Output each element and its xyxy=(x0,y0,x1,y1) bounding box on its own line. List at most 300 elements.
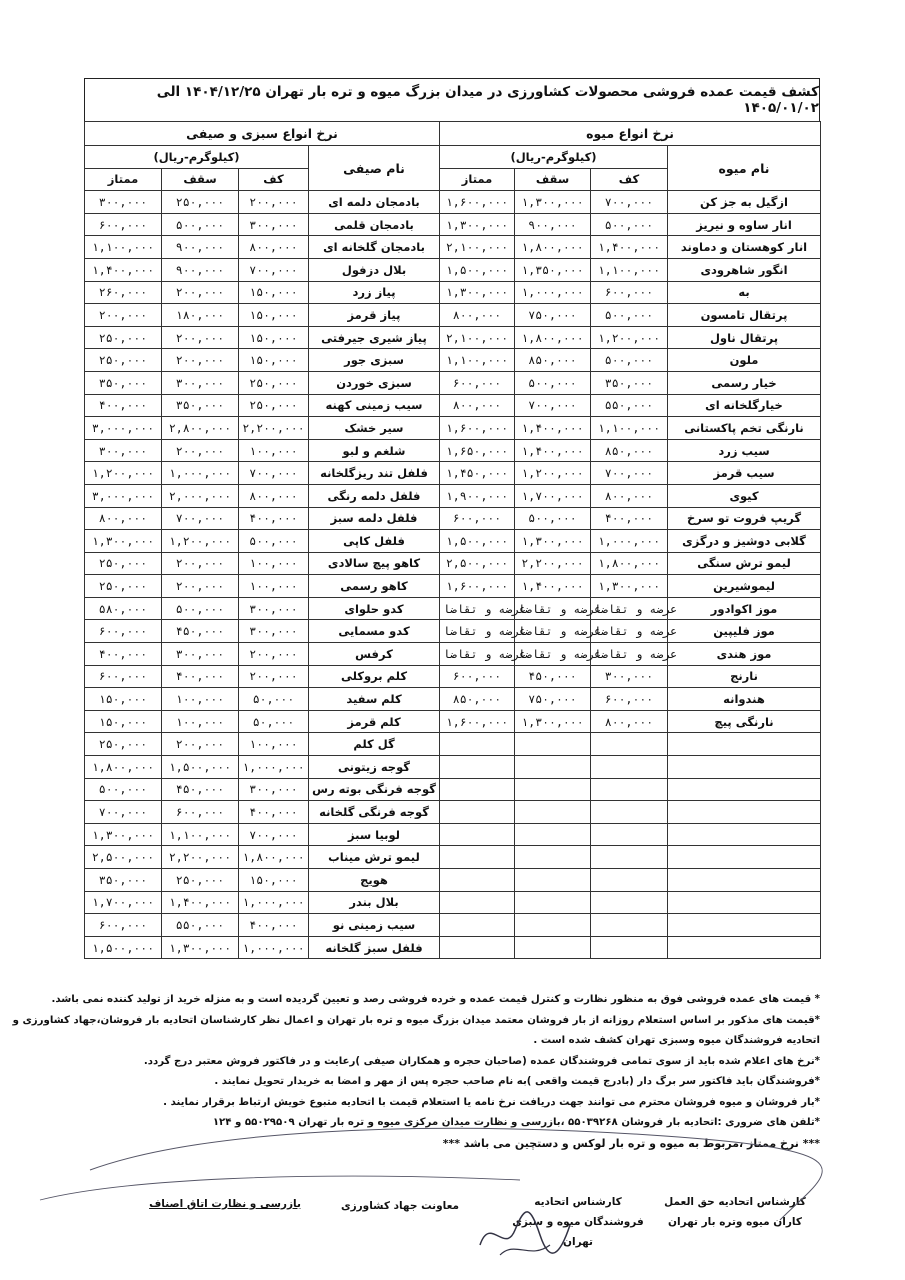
fruit-name-cell: موز هندی xyxy=(668,643,821,666)
fruit-min-cell: ۱,۱۰۰,۰۰۰ xyxy=(591,258,668,281)
veg-min-cell: ۵۰,۰۰۰ xyxy=(239,710,309,733)
veg-max-cell: ۹۰۰,۰۰۰ xyxy=(162,258,239,281)
veg-min-cell: ۲۵۰,۰۰۰ xyxy=(239,371,309,394)
veg-min-cell: ۲۰۰,۰۰۰ xyxy=(239,665,309,688)
signature-guild-inspection: بازرسی و نظارت اتاق اصناف xyxy=(149,1198,301,1210)
fruit-name-cell: لیموشیرین xyxy=(668,575,821,598)
veg-name-cell: فلفل تند ریزگلخانه xyxy=(309,462,440,485)
veg-max-cell: ۲۰۰,۰۰۰ xyxy=(162,552,239,575)
price-sheet xyxy=(84,78,820,959)
fruit-max-cell xyxy=(515,914,591,937)
fruit-min-cell xyxy=(591,756,668,779)
fruit-max-cell: ۱,۳۵۰,۰۰۰ xyxy=(515,258,591,281)
fruit-min-cell: عرضه و تقاضا xyxy=(591,643,668,666)
fruit-min-cell xyxy=(591,914,668,937)
veg-max-cell: ۲۰۰,۰۰۰ xyxy=(162,349,239,372)
signature-flourish-icon xyxy=(0,1110,905,1280)
veg-premium-cell: ۵۰۰,۰۰۰ xyxy=(85,778,162,801)
note-line: *بار فروشان و میوه فروشان محترم می توانند جهت دریافت نرخ نامه یا استعلام قیمت با اتحادیه متبوع خویش ارتباط برقرار نمایند . xyxy=(163,1096,820,1108)
fruit-max-cell: عرضه و تقاضا xyxy=(515,643,591,666)
veg-max-cell: ۹۰۰,۰۰۰ xyxy=(162,236,239,259)
veg-min-cell: ۳۰۰,۰۰۰ xyxy=(239,597,309,620)
fruit-name-cell: موز اکوادور xyxy=(668,597,821,620)
fruit-min-cell: ۱,۰۰۰,۰۰۰ xyxy=(591,530,668,553)
fruit-premium-cell: ۱,۴۵۰,۰۰۰ xyxy=(440,462,515,485)
veg-max-cell: ۳۰۰,۰۰۰ xyxy=(162,371,239,394)
veg-max-cell: ۱,۴۰۰,۰۰۰ xyxy=(162,891,239,914)
veg-premium-cell: ۱,۲۰۰,۰۰۰ xyxy=(85,462,162,485)
fruit-premium-cell: ۱,۹۰۰,۰۰۰ xyxy=(440,484,515,507)
fruit-name-cell: خیار رسمی xyxy=(668,371,821,394)
veg-name-cell: لیمو ترش میناب xyxy=(309,846,440,869)
veg-min-cell: ۱,۸۰۰,۰۰۰ xyxy=(239,846,309,869)
veg-min-cell: ۱,۰۰۰,۰۰۰ xyxy=(239,891,309,914)
table-row xyxy=(85,530,821,553)
veg-max-cell: ۲۰۰,۰۰۰ xyxy=(162,439,239,462)
fruit-min-cell: ۷۰۰,۰۰۰ xyxy=(591,191,668,214)
table-row xyxy=(85,484,821,507)
fruit-max-cell: ۷۰۰,۰۰۰ xyxy=(515,394,591,417)
veg-premium-cell: ۶۰۰,۰۰۰ xyxy=(85,213,162,236)
veg-name-cell: پیاز شیری جیرفتی xyxy=(309,326,440,349)
fruit-premium-cell: ۱,۶۰۰,۰۰۰ xyxy=(440,710,515,733)
table-row xyxy=(85,191,821,214)
fruit-premium-cell xyxy=(440,823,515,846)
fruit-max-cell: ۷۵۰,۰۰۰ xyxy=(515,688,591,711)
fruit-name-cell: انگور شاهرودی xyxy=(668,258,821,281)
fruit-name-cell xyxy=(668,823,821,846)
fruit-name-cell xyxy=(668,756,821,779)
veg-min-cell: ۴۰۰,۰۰۰ xyxy=(239,801,309,824)
fruit-min-cell: ۱,۱۰۰,۰۰۰ xyxy=(591,417,668,440)
veg-premium-cell: ۲۰۰,۰۰۰ xyxy=(85,304,162,327)
veg-premium-cell: ۱۵۰,۰۰۰ xyxy=(85,688,162,711)
fruit-name-cell: خیارگلخانه ای xyxy=(668,394,821,417)
fruit-max-cell: ۵۰۰,۰۰۰ xyxy=(515,507,591,530)
veg-premium-cell: ۱,۳۰۰,۰۰۰ xyxy=(85,823,162,846)
veg-premium-header: ممتاز xyxy=(85,168,162,191)
signature-agriculture-deputy: معاونت جهاد کشاورزی xyxy=(340,1200,460,1212)
fruit-premium-cell xyxy=(440,778,515,801)
fruit-max-cell xyxy=(515,733,591,756)
veg-section-header: نرخ انواع سبزی و صیفی xyxy=(85,122,440,146)
fruit-min-cell: عرضه و تقاضا xyxy=(591,620,668,643)
fruit-name-header: نام میوه xyxy=(668,146,821,191)
veg-name-cell: گوجه زیتونی xyxy=(309,756,440,779)
veg-min-cell: ۱,۰۰۰,۰۰۰ xyxy=(239,936,309,959)
fruit-max-cell xyxy=(515,756,591,779)
veg-min-cell: ۴۰۰,۰۰۰ xyxy=(239,507,309,530)
veg-name-cell: بلال بندر xyxy=(309,891,440,914)
fruit-name-cell: گلابی دوشیز و درگزی xyxy=(668,530,821,553)
veg-max-cell: ۲۰۰,۰۰۰ xyxy=(162,733,239,756)
veg-min-cell: ۵۰,۰۰۰ xyxy=(239,688,309,711)
veg-min-cell: ۱۰۰,۰۰۰ xyxy=(239,439,309,462)
fruit-premium-cell xyxy=(440,733,515,756)
veg-premium-cell: ۳,۰۰۰,۰۰۰ xyxy=(85,417,162,440)
table-row xyxy=(85,349,821,372)
fruit-max-cell: ۱,۴۰۰,۰۰۰ xyxy=(515,417,591,440)
veg-name-cell: کلم بروکلی xyxy=(309,665,440,688)
note-line: *نرخ های اعلام شده باید از سوی تمامی فروشندگان عمده (صاحبان حجره و همکاران صیفی )رعایت و در فاکتور فروش معتبر درج گردد. xyxy=(143,1055,820,1067)
fruit-min-cell xyxy=(591,846,668,869)
table-row xyxy=(85,643,821,666)
note-line: *قیمت های مذکور بر اساس استعلام روزانه از بار فروشان معتمد میدان بزرگ میوه و تره بار تهران و اعمال نظر کارشناسان اتحادیه بار فروشان،جهاد کشاورزی و xyxy=(12,1014,820,1026)
veg-premium-cell: ۱,۳۰۰,۰۰۰ xyxy=(85,530,162,553)
veg-premium-cell: ۶۰۰,۰۰۰ xyxy=(85,620,162,643)
veg-premium-cell: ۲,۵۰۰,۰۰۰ xyxy=(85,846,162,869)
veg-min-cell: ۷۰۰,۰۰۰ xyxy=(239,258,309,281)
fruit-premium-cell xyxy=(440,756,515,779)
fruit-min-cell: ۳۵۰,۰۰۰ xyxy=(591,371,668,394)
fruit-name-cell: کیوی xyxy=(668,484,821,507)
veg-min-cell: ۱,۰۰۰,۰۰۰ xyxy=(239,756,309,779)
table-row xyxy=(85,823,821,846)
fruit-max-cell: ۱,۸۰۰,۰۰۰ xyxy=(515,326,591,349)
fruit-premium-cell xyxy=(440,869,515,892)
fruit-premium-cell xyxy=(440,846,515,869)
signature-union-commission-agents: کارشناس اتحادیه حق العمل کاران میوه وتره بار تهران xyxy=(664,1196,806,1228)
fruit-min-cell: ۷۰۰,۰۰۰ xyxy=(591,462,668,485)
fruit-min-cell: ۵۰۰,۰۰۰ xyxy=(591,349,668,372)
table-row xyxy=(85,507,821,530)
veg-max-cell: ۱۸۰,۰۰۰ xyxy=(162,304,239,327)
veg-premium-cell: ۲۵۰,۰۰۰ xyxy=(85,733,162,756)
veg-min-cell: ۳۰۰,۰۰۰ xyxy=(239,620,309,643)
veg-premium-cell: ۳۰۰,۰۰۰ xyxy=(85,439,162,462)
note-line: * قیمت های عمده فروشی فوق به منظور نظارت و کنترل قیمت عمده و خرده فروشی رصد و تعیین گردیده است و به منزله خرید از تولید کننده نمی باشد. xyxy=(51,994,820,1005)
fruit-max-cell: ۲,۲۰۰,۰۰۰ xyxy=(515,552,591,575)
veg-premium-cell: ۳۰۰,۰۰۰ xyxy=(85,191,162,214)
veg-min-cell: ۳۰۰,۰۰۰ xyxy=(239,213,309,236)
veg-max-cell: ۲۰۰,۰۰۰ xyxy=(162,281,239,304)
fruit-max-cell xyxy=(515,936,591,959)
veg-name-cell: بادمجان قلمی xyxy=(309,213,440,236)
veg-premium-cell: ۲۵۰,۰۰۰ xyxy=(85,575,162,598)
fruit-min-cell: ۳۰۰,۰۰۰ xyxy=(591,665,668,688)
table-row xyxy=(85,914,821,937)
veg-premium-cell: ۱,۵۰۰,۰۰۰ xyxy=(85,936,162,959)
veg-name-cell: بادمجان گلخانه ای xyxy=(309,236,440,259)
veg-min-cell: ۱۰۰,۰۰۰ xyxy=(239,552,309,575)
fruit-min-cell: ۱,۳۰۰,۰۰۰ xyxy=(591,575,668,598)
note-line: *** نرخ ممتاز ،مربوط به میوه و تره بار لوکس و دستچین می باشد *** xyxy=(442,1136,820,1150)
veg-max-cell: ۱۰۰,۰۰۰ xyxy=(162,688,239,711)
veg-max-cell: ۱,۰۰۰,۰۰۰ xyxy=(162,462,239,485)
price-rows xyxy=(85,191,821,959)
fruit-section-header: نرخ انواع میوه xyxy=(440,122,821,146)
veg-max-cell: ۳۰۰,۰۰۰ xyxy=(162,643,239,666)
veg-premium-cell: ۱,۸۰۰,۰۰۰ xyxy=(85,756,162,779)
note-line: *تلفن های ضروری :اتحادیه بار فروشان ۵۵۰۳۹۲۶۸ ،بازرسی و نظارت میدان مرکزی میوه و تره بار تهران ۵۵۰۲۹۵۰۹ و ۱۲۴ xyxy=(212,1117,820,1128)
veg-max-cell: ۴۵۰,۰۰۰ xyxy=(162,620,239,643)
veg-premium-cell: ۷۰۰,۰۰۰ xyxy=(85,801,162,824)
veg-max-cell: ۲۵۰,۰۰۰ xyxy=(162,191,239,214)
veg-max-cell: ۴۰۰,۰۰۰ xyxy=(162,665,239,688)
fruit-name-cell xyxy=(668,936,821,959)
fruit-name-cell: به xyxy=(668,281,821,304)
veg-min-cell: ۲۵۰,۰۰۰ xyxy=(239,394,309,417)
veg-name-cell: سبزی جور xyxy=(309,349,440,372)
table-row xyxy=(85,891,821,914)
fruit-premium-cell: عرضه و تقاضا xyxy=(440,620,515,643)
fruit-min-cell xyxy=(591,733,668,756)
price-table xyxy=(84,121,821,959)
fruit-min-header: کف xyxy=(591,168,668,191)
table-row xyxy=(85,688,821,711)
fruit-max-cell: ۱,۳۰۰,۰۰۰ xyxy=(515,191,591,214)
table-row xyxy=(85,281,821,304)
fruit-max-header: سقف xyxy=(515,168,591,191)
fruit-premium-cell: ۱,۶۰۰,۰۰۰ xyxy=(440,417,515,440)
veg-premium-cell: ۶۰۰,۰۰۰ xyxy=(85,914,162,937)
fruit-max-cell: عرضه و تقاضا xyxy=(515,597,591,620)
table-row xyxy=(85,258,821,281)
veg-min-cell: ۸۰۰,۰۰۰ xyxy=(239,484,309,507)
veg-max-cell: ۲۵۰,۰۰۰ xyxy=(162,869,239,892)
fruit-premium-cell xyxy=(440,914,515,937)
veg-name-cell: بادمجان دلمه ای xyxy=(309,191,440,214)
table-row xyxy=(85,394,821,417)
veg-min-cell: ۵۰۰,۰۰۰ xyxy=(239,530,309,553)
fruit-name-cell xyxy=(668,869,821,892)
fruit-max-cell: ۱,۷۰۰,۰۰۰ xyxy=(515,484,591,507)
veg-name-cell: فلفل دلمه رنگی xyxy=(309,484,440,507)
table-row xyxy=(85,304,821,327)
veg-max-cell: ۱,۳۰۰,۰۰۰ xyxy=(162,936,239,959)
veg-premium-cell: ۲۵۰,۰۰۰ xyxy=(85,552,162,575)
veg-name-cell: پیاز قرمز xyxy=(309,304,440,327)
fruit-name-cell: گریپ فروت تو سرخ xyxy=(668,507,821,530)
table-row xyxy=(85,733,821,756)
fruit-premium-cell: ۱,۶۰۰,۰۰۰ xyxy=(440,191,515,214)
fruit-premium-cell: ۱,۱۰۰,۰۰۰ xyxy=(440,349,515,372)
veg-name-cell: کدو مسمایی xyxy=(309,620,440,643)
veg-max-cell: ۶۰۰,۰۰۰ xyxy=(162,801,239,824)
fruit-min-cell: ۸۰۰,۰۰۰ xyxy=(591,484,668,507)
veg-name-cell: کرفس xyxy=(309,643,440,666)
fruit-name-cell xyxy=(668,914,821,937)
fruit-max-cell xyxy=(515,891,591,914)
fruit-min-cell: ۵۰۰,۰۰۰ xyxy=(591,213,668,236)
fruit-premium-cell: ۱,۶۰۰,۰۰۰ xyxy=(440,575,515,598)
fruit-min-cell: ۶۰۰,۰۰۰ xyxy=(591,281,668,304)
fruit-max-cell: ۱,۸۰۰,۰۰۰ xyxy=(515,236,591,259)
veg-premium-cell: ۱,۱۰۰,۰۰۰ xyxy=(85,236,162,259)
fruit-max-cell: ۱,۳۰۰,۰۰۰ xyxy=(515,710,591,733)
fruit-max-cell xyxy=(515,846,591,869)
fruit-min-cell: ۸۵۰,۰۰۰ xyxy=(591,439,668,462)
fruit-name-cell: هندوانه xyxy=(668,688,821,711)
fruit-name-cell: انار کوهستان و دماوند xyxy=(668,236,821,259)
fruit-premium-cell: ۱,۶۵۰,۰۰۰ xyxy=(440,439,515,462)
veg-premium-cell: ۲۵۰,۰۰۰ xyxy=(85,326,162,349)
veg-max-cell: ۲۰۰,۰۰۰ xyxy=(162,326,239,349)
veg-name-cell: گل کلم xyxy=(309,733,440,756)
table-row xyxy=(85,801,821,824)
fruit-min-cell: ۴۰۰,۰۰۰ xyxy=(591,507,668,530)
fruit-name-cell xyxy=(668,778,821,801)
fruit-name-cell: ملون xyxy=(668,349,821,372)
fruit-min-cell: عرضه و تقاضا xyxy=(591,597,668,620)
veg-min-cell: ۸۰۰,۰۰۰ xyxy=(239,236,309,259)
veg-max-cell: ۳۵۰,۰۰۰ xyxy=(162,394,239,417)
veg-max-cell: ۱,۱۰۰,۰۰۰ xyxy=(162,823,239,846)
veg-premium-cell: ۵۸۰,۰۰۰ xyxy=(85,597,162,620)
fruit-min-cell: ۵۵۰,۰۰۰ xyxy=(591,394,668,417)
veg-min-cell: ۱۵۰,۰۰۰ xyxy=(239,326,309,349)
fruit-name-cell: پرتقال ناول xyxy=(668,326,821,349)
veg-name-cell: پیاز زرد xyxy=(309,281,440,304)
fruit-name-cell: لیمو ترش سنگی xyxy=(668,552,821,575)
veg-name-cell: کاهو پیچ سالادی xyxy=(309,552,440,575)
veg-min-cell: ۳۰۰,۰۰۰ xyxy=(239,778,309,801)
veg-max-cell: ۱۰۰,۰۰۰ xyxy=(162,710,239,733)
veg-max-cell: ۴۵۰,۰۰۰ xyxy=(162,778,239,801)
veg-name-cell: کلم سفید xyxy=(309,688,440,711)
fruit-premium-cell: ۱,۳۰۰,۰۰۰ xyxy=(440,281,515,304)
veg-min-cell: ۱۵۰,۰۰۰ xyxy=(239,869,309,892)
fruit-premium-cell xyxy=(440,891,515,914)
fruit-max-cell: ۷۵۰,۰۰۰ xyxy=(515,304,591,327)
veg-name-cell: هویج xyxy=(309,869,440,892)
fruit-min-cell: ۱,۲۰۰,۰۰۰ xyxy=(591,326,668,349)
fruit-min-cell xyxy=(591,778,668,801)
veg-name-cell: فلفل کاپی xyxy=(309,530,440,553)
fruit-premium-cell: ۲,۱۰۰,۰۰۰ xyxy=(440,326,515,349)
veg-name-cell: بلال دزفول xyxy=(309,258,440,281)
veg-max-cell: ۵۰۰,۰۰۰ xyxy=(162,213,239,236)
veg-min-cell: ۲,۲۰۰,۰۰۰ xyxy=(239,417,309,440)
veg-min-header: کف xyxy=(239,168,309,191)
veg-max-cell: ۲,۲۰۰,۰۰۰ xyxy=(162,846,239,869)
veg-min-cell: ۷۰۰,۰۰۰ xyxy=(239,462,309,485)
fruit-max-cell: ۵۰۰,۰۰۰ xyxy=(515,371,591,394)
veg-name-cell: گوجه فرنگی گلخانه xyxy=(309,801,440,824)
veg-premium-cell: ۶۰۰,۰۰۰ xyxy=(85,665,162,688)
fruit-min-cell: ۱,۸۰۰,۰۰۰ xyxy=(591,552,668,575)
table-row xyxy=(85,552,821,575)
fruit-unit-header: (کیلوگرم-ریال) xyxy=(440,146,668,169)
table-row xyxy=(85,710,821,733)
fruit-min-cell xyxy=(591,891,668,914)
fruit-name-cell: انار ساوه و نیریز xyxy=(668,213,821,236)
veg-name-cell: فلفل دلمه سبز xyxy=(309,507,440,530)
table-row xyxy=(85,213,821,236)
fruit-premium-cell: ۲,۱۰۰,۰۰۰ xyxy=(440,236,515,259)
table-row xyxy=(85,778,821,801)
fruit-max-cell: ۱,۳۰۰,۰۰۰ xyxy=(515,530,591,553)
table-row xyxy=(85,439,821,462)
fruit-max-cell: ۱,۲۰۰,۰۰۰ xyxy=(515,462,591,485)
fruit-max-cell xyxy=(515,801,591,824)
veg-premium-cell: ۸۰۰,۰۰۰ xyxy=(85,507,162,530)
veg-name-cell: کلم قرمز xyxy=(309,710,440,733)
table-row xyxy=(85,417,821,440)
fruit-premium-cell: ۱,۵۰۰,۰۰۰ xyxy=(440,258,515,281)
fruit-name-cell: سیب قرمز xyxy=(668,462,821,485)
veg-max-cell: ۵۵۰,۰۰۰ xyxy=(162,914,239,937)
fruit-name-cell: نارنگی پیچ xyxy=(668,710,821,733)
veg-name-header: نام صیفی xyxy=(309,146,440,191)
fruit-name-cell xyxy=(668,891,821,914)
fruit-premium-header: ممتاز xyxy=(440,168,515,191)
veg-max-cell: ۱,۲۰۰,۰۰۰ xyxy=(162,530,239,553)
fruit-max-cell: ۹۰۰,۰۰۰ xyxy=(515,213,591,236)
veg-premium-cell: ۴۰۰,۰۰۰ xyxy=(85,643,162,666)
veg-premium-cell: ۳۵۰,۰۰۰ xyxy=(85,869,162,892)
fruit-premium-cell: ۶۰۰,۰۰۰ xyxy=(440,507,515,530)
fruit-premium-cell: ۸۰۰,۰۰۰ xyxy=(440,304,515,327)
veg-min-cell: ۱۵۰,۰۰۰ xyxy=(239,304,309,327)
veg-premium-cell: ۱,۴۰۰,۰۰۰ xyxy=(85,258,162,281)
veg-min-cell: ۴۰۰,۰۰۰ xyxy=(239,914,309,937)
veg-premium-cell: ۱,۷۰۰,۰۰۰ xyxy=(85,891,162,914)
fruit-min-cell xyxy=(591,936,668,959)
fruit-premium-cell: عرضه و تقاضا xyxy=(440,643,515,666)
veg-name-cell: گوجه فرنگی بوته رس xyxy=(309,778,440,801)
fruit-name-cell: پرتقال تامسون xyxy=(668,304,821,327)
fruit-premium-cell xyxy=(440,801,515,824)
fruit-min-cell xyxy=(591,869,668,892)
fruit-max-cell: عرضه و تقاضا xyxy=(515,620,591,643)
veg-name-cell: کدو حلوای xyxy=(309,597,440,620)
fruit-max-cell: ۱,۰۰۰,۰۰۰ xyxy=(515,281,591,304)
fruit-max-cell: ۱,۴۰۰,۰۰۰ xyxy=(515,439,591,462)
fruit-premium-cell: ۸۵۰,۰۰۰ xyxy=(440,688,515,711)
veg-unit-header: (کیلوگرم-ریال) xyxy=(85,146,309,169)
fruit-premium-cell: ۱,۳۰۰,۰۰۰ xyxy=(440,213,515,236)
table-row xyxy=(85,462,821,485)
veg-premium-cell: ۲۶۰,۰۰۰ xyxy=(85,281,162,304)
fruit-premium-cell: ۲,۵۰۰,۰۰۰ xyxy=(440,552,515,575)
table-row xyxy=(85,869,821,892)
veg-name-cell: فلفل سبز گلخانه xyxy=(309,936,440,959)
fruit-premium-cell: عرضه و تقاضا xyxy=(440,597,515,620)
veg-max-cell: ۲,۰۰۰,۰۰۰ xyxy=(162,484,239,507)
page-title: کشف قیمت عمده فروشی محصولات کشاورزی در میدان بزرگ میوه و تره بار تهران ۱۴۰۴/۱۲/۲۵ الی ۱۴۰۵/۰۱/۰۲ xyxy=(84,78,820,121)
veg-max-cell: ۲۰۰,۰۰۰ xyxy=(162,575,239,598)
fruit-premium-cell: ۶۰۰,۰۰۰ xyxy=(440,371,515,394)
veg-max-header: سقف xyxy=(162,168,239,191)
table-row xyxy=(85,236,821,259)
fruit-premium-cell: ۶۰۰,۰۰۰ xyxy=(440,665,515,688)
fruit-premium-cell xyxy=(440,936,515,959)
veg-min-cell: ۱۰۰,۰۰۰ xyxy=(239,733,309,756)
table-row xyxy=(85,756,821,779)
note-line: اتحادیه فروشندگان میوه وسبزی تهران کشف شده است . xyxy=(533,1035,820,1046)
fruit-min-cell: ۸۰۰,۰۰۰ xyxy=(591,710,668,733)
veg-name-cell: سیب زمینی کهنه xyxy=(309,394,440,417)
veg-min-cell: ۲۰۰,۰۰۰ xyxy=(239,191,309,214)
fruit-max-cell xyxy=(515,778,591,801)
fruit-name-cell: نارنج xyxy=(668,665,821,688)
fruit-premium-cell: ۸۰۰,۰۰۰ xyxy=(440,394,515,417)
veg-max-cell: ۷۰۰,۰۰۰ xyxy=(162,507,239,530)
table-row xyxy=(85,326,821,349)
veg-min-cell: ۲۰۰,۰۰۰ xyxy=(239,643,309,666)
veg-premium-cell: ۲۵۰,۰۰۰ xyxy=(85,349,162,372)
signature-union-sellers: کارشناس اتحادیه فروشندگان میوه و سبزی تهران xyxy=(512,1196,644,1248)
veg-premium-cell: ۴۰۰,۰۰۰ xyxy=(85,394,162,417)
veg-max-cell: ۵۰۰,۰۰۰ xyxy=(162,597,239,620)
veg-max-cell: ۱,۵۰۰,۰۰۰ xyxy=(162,756,239,779)
fruit-max-cell: ۴۵۰,۰۰۰ xyxy=(515,665,591,688)
fruit-min-cell: ۱,۴۰۰,۰۰۰ xyxy=(591,236,668,259)
fruit-name-cell xyxy=(668,846,821,869)
fruit-name-cell: موز فلیپین xyxy=(668,620,821,643)
fruit-max-cell: ۸۵۰,۰۰۰ xyxy=(515,349,591,372)
